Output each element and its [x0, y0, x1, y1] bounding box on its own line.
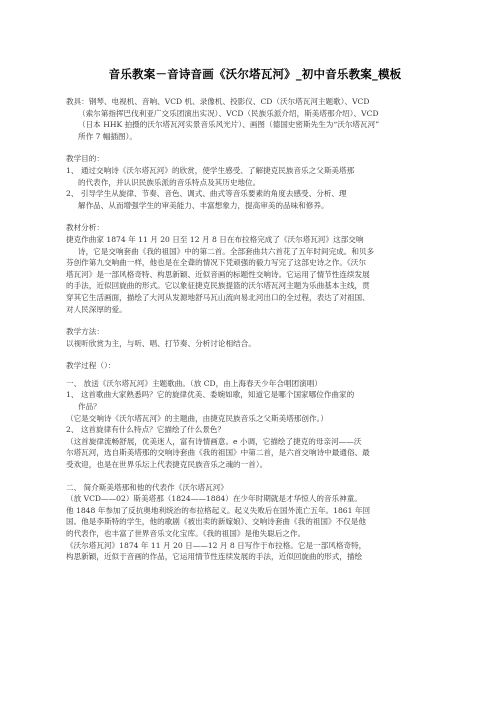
- section-heading: 教学目的：: [66, 154, 104, 164]
- goals-line: 1、 通过交响诗《沃尔塔瓦河》的欣赏，使学生感受、了解捷克民族音乐之父斯美塔那: [66, 165, 355, 175]
- process-line: 作品？: [78, 402, 101, 412]
- goals-line: 解作品、从而增强学生的审美能力、丰富想象力，提高审美的品味和修养。: [78, 200, 329, 210]
- section-two-line: 的代表作，也丰富了世界音乐文化宝库。《我的祖国》是他失聪后之作。: [66, 529, 306, 538]
- methods-section: [66, 326, 452, 349]
- materials-block: [66, 96, 452, 142]
- methods-line: 以视听欣赏为主，与听、唱、打节奏、分析讨论相结合。: [66, 338, 256, 348]
- section-two-line: 他 1848 年参加了反抗奥地利统治的布拉格起义。起义失败后在国外流亡五年。1861 年回: [66, 505, 371, 515]
- process-line: （它是交响诗《沃尔塔瓦河》的主题曲，由捷克民族音乐之父斯美塔那创作。）: [66, 413, 328, 423]
- analysis-line: 芬创作第九交响曲一样，他也是在全聋的情况下凭顽强的毅力写完了这部史诗之作。《沃尔: [66, 258, 366, 268]
- section-two-line: 国。他是李斯特的学生，他的歌剧《被出卖的新嫁娘》、交响诗套曲《我的祖国》不仅是他: [66, 517, 366, 527]
- section-two-line: 构思新颖，近似于音画的作品，它运用情节性连续发展的手法，近似回旋曲的形式，描绘: [66, 552, 363, 562]
- materials-line: （索尔第指挥巴伐利亚广交乐团演出实况）、VCD（民族乐派介绍，斯美塔那介绍）、VCD: [78, 108, 379, 118]
- materials-line: （日本 HHK 拍摄的沃尔塔瓦河实景音乐风光片）、画图（德国史密斯先生为“沃尔塔瓦河”: [78, 120, 380, 130]
- process-line: 受欢迎，也是在世界乐坛上代表捷克民族音乐之魂的一首）。: [66, 460, 268, 470]
- analysis-line: 塔瓦河》是一部风格奇特、构思新颖、近似音画的标题性交响诗。它运用了情节性连续发展: [66, 269, 370, 279]
- goals-section: [66, 153, 452, 211]
- goals-line: 的代表作，并认识民族乐派的音乐特点及其历史地位。: [78, 177, 261, 187]
- materials-line: 所作 7 幅插图）。: [78, 131, 138, 141]
- goals-line: 2、 引导学生从旋律、节奏、音色、调式、曲式等音乐要素的角度去感受、分析、理: [66, 189, 347, 199]
- analysis-section: [66, 222, 452, 315]
- process-section: [66, 360, 452, 470]
- section-two: [66, 482, 452, 563]
- materials-line: 教具：钢琴、电视机、音响、VCD 机、录像机、投影仪、CD（沃尔塔瓦河主题歌）、VCD: [66, 97, 370, 106]
- process-line: 1、 这首歌曲大家熟悉吗？它的旋律优美、委婉如歌，知道它是哪个国家哪位作曲家的: [66, 390, 355, 400]
- section-heading: 教材分析：: [66, 223, 104, 233]
- analysis-line: 诗，它是交响套曲《我的祖国》中的第二首。全部套曲共六首花了五年时间完成。和贝多: [78, 246, 375, 256]
- section-two-line: （放 VCD——02）斯美塔那（1824——1884）在少年时期就是才华惊人的音乐神童。: [66, 494, 362, 504]
- section-heading: 教学过程（）：: [66, 361, 116, 371]
- section-heading: 二、 简介斯美塔那和他的代表作《沃尔塔瓦河》: [66, 482, 228, 492]
- analysis-line: 的手法，近似回旋曲的形式。它以象征捷克民族提篮的沃尔塔瓦河主题为乐曲基本主线，贯: [66, 281, 370, 291]
- page-title: 音乐教案－音诗音画《沃尔塔瓦河》_初中音乐教案_模板: [108, 67, 402, 81]
- process-line: 尔塔瓦河，选自斯美塔那的交响诗套曲《我的祖国》中第二首，是六首交响诗中最通俗、最: [66, 448, 370, 458]
- process-line: 2、 这首旋律有什么特点？它描绘了什么景色？: [66, 425, 226, 435]
- process-line: （这首旋律流畅舒展，优美迷人，富有诗情画意。e 小调，它描绘了捷克的母亲河——沃: [66, 436, 362, 446]
- analysis-line: 捷克作曲家 1874 年 11 月 20 日至 12 月 8 日在布拉格完成了《沃尔塔瓦河》这部交响: [66, 234, 364, 244]
- section-heading: 教学方法：: [66, 327, 104, 337]
- section-two-line: 《沃尔塔瓦河》1874 年 11 月 20 日——12 月 8 日写作于布拉格。它是一部风格奇特，: [66, 540, 367, 550]
- process-line: 一、 放送《沃尔塔瓦河》主题歌曲。（放 CD，由上海春天少年合唱团演唱）: [66, 378, 322, 388]
- analysis-line: 对人民深厚的爱。: [66, 304, 127, 314]
- analysis-line: 穿其它生活画面，描绘了大河从发源地舒马瓦山流向易北河出口的全过程，表达了对祖国、: [66, 292, 370, 302]
